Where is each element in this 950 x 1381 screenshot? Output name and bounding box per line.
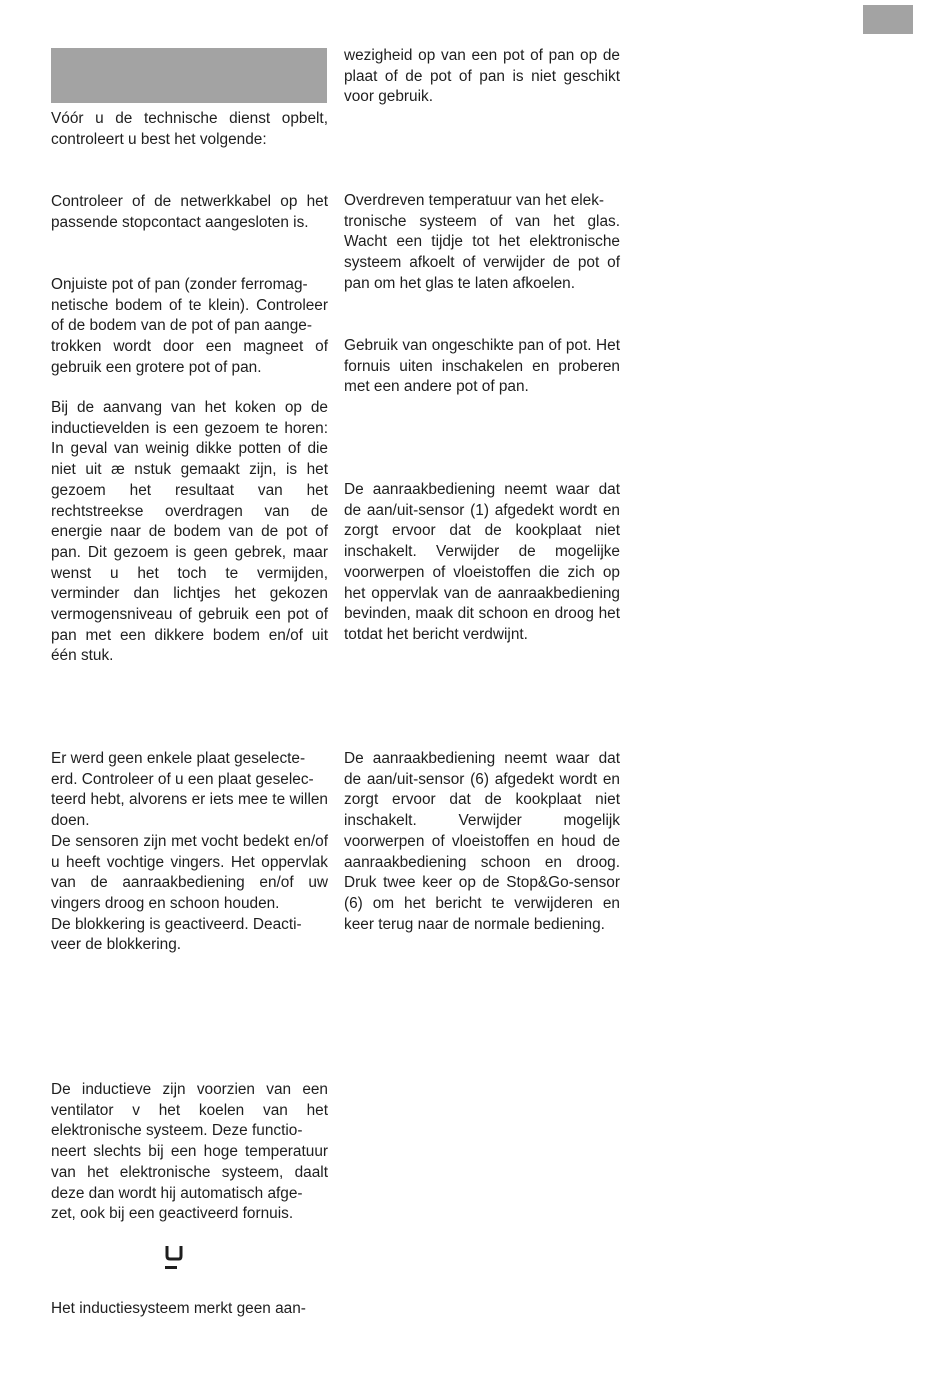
- unsuitable-pan-paragraph: Gebruik van ongeschikte pan of pot. Het fornuis uiten inschakelen en proberen met een andere pot of pan.: [344, 337, 620, 396]
- wrong-pan-paragraph: Onjuiste pot of pan (zonder ferromag- netische bodem of te klein). Controleer of de bodem van de pot of pan aange- trokken wordt door een magneet of gebruik een grotere pot of pan.: [51, 276, 328, 376]
- no-pan-detected-paragraph: Het inductiesysteem merkt geen aan-: [51, 1300, 306, 1317]
- onoff-sensor-covered-paragraph: De aanraakbediening neemt waar dat de aan/uit-sensor (1) afgedekt wordt en zorgt ervoor dat de kookplaat niet inschakelt. Verwijder de mogelijke voorwerpen of vloeistoffen die zich op het oppervlak van de aanraakbediening bevinden, maak dit schoon en droog het totdat het bericht verdwijnt.: [344, 481, 620, 643]
- intro-paragraph: Vóór u de technische dienst opbelt, controleert u best het volgende:: [51, 110, 328, 148]
- stopgo-sensor-covered-paragraph: De aanraakbediening neemt waar dat de aan/uit-sensor (6) afgedekt wordt en zorgt ervoor dat de kookplaat niet inschakelt. Verwijder mogelijk voorwerpen of vloeistoffen en houd de aanraakbediening schoon en droog. Druk twee keer op de Stop&Go-sensor (6) om het bericht te verwijderen en keer terug naar de normale bediening.: [344, 750, 620, 933]
- pan-not-suitable-paragraph: wezigheid op van een pot of pan op de plaat of de pot of pan is niet geschikt voor gebruik.: [344, 47, 620, 106]
- overheating-paragraph: Overdreven temperatuur van het elek- tronische systeem of van het glas. Wacht een tijdje tot het elektronische systeem afkoelt of verwijder de pot of pan om het glas te laten afkoelen.: [344, 192, 620, 292]
- page-tab-marker: [863, 5, 913, 34]
- cooling-fan-paragraph: De inductieve zijn voorzien van een ventilator v het koelen van het elektronische systeem. Deze functio- neert slechts bij een hoge temperatuur van het elektronische systeem, daalt deze dan wordt hij automatisch afge- zet, ook bij een geactiveerd fornuis.: [51, 1081, 328, 1223]
- section-header-bar: [51, 48, 327, 103]
- no-zone-selected-paragraph: Er werd geen enkele plaat geselecte- erd. Controleer of u een plaat geselec- teerd hebt, alvorens er iets mee te willen doen. De sensoren zijn met vocht bedekt en/of u heeft vochtige vingers. Het oppervlak van de aanraakbediening en/of uw vingers droog en schoon houden. De blokkering is geactiveerd. Deacti- veer de blokkering.: [51, 750, 328, 954]
- humming-noise-paragraph: Bij de aanvang van het koken op de inductievelden is een gezoem te horen: In geval van weinig dikke potten of die niet uit æ nstuk gemaakt zijn, is het gezoem het resultaat van het rechtstreekse overdragen van de energie naar de bodem van de pot of pan. Dit gezoem is geen gebrek, maar wenst u het toch te vermijden, verminder dan lichtjes het gekozen vermogensniveau of gebruik een pot of pan met een dikkere bodem en/of uit één stuk.: [51, 399, 328, 665]
- display-u-symbol-icon: [163, 1243, 185, 1273]
- power-cable-paragraph: Controleer of de netwerkkabel op het passende stopcontact aangesloten is.: [51, 193, 328, 231]
